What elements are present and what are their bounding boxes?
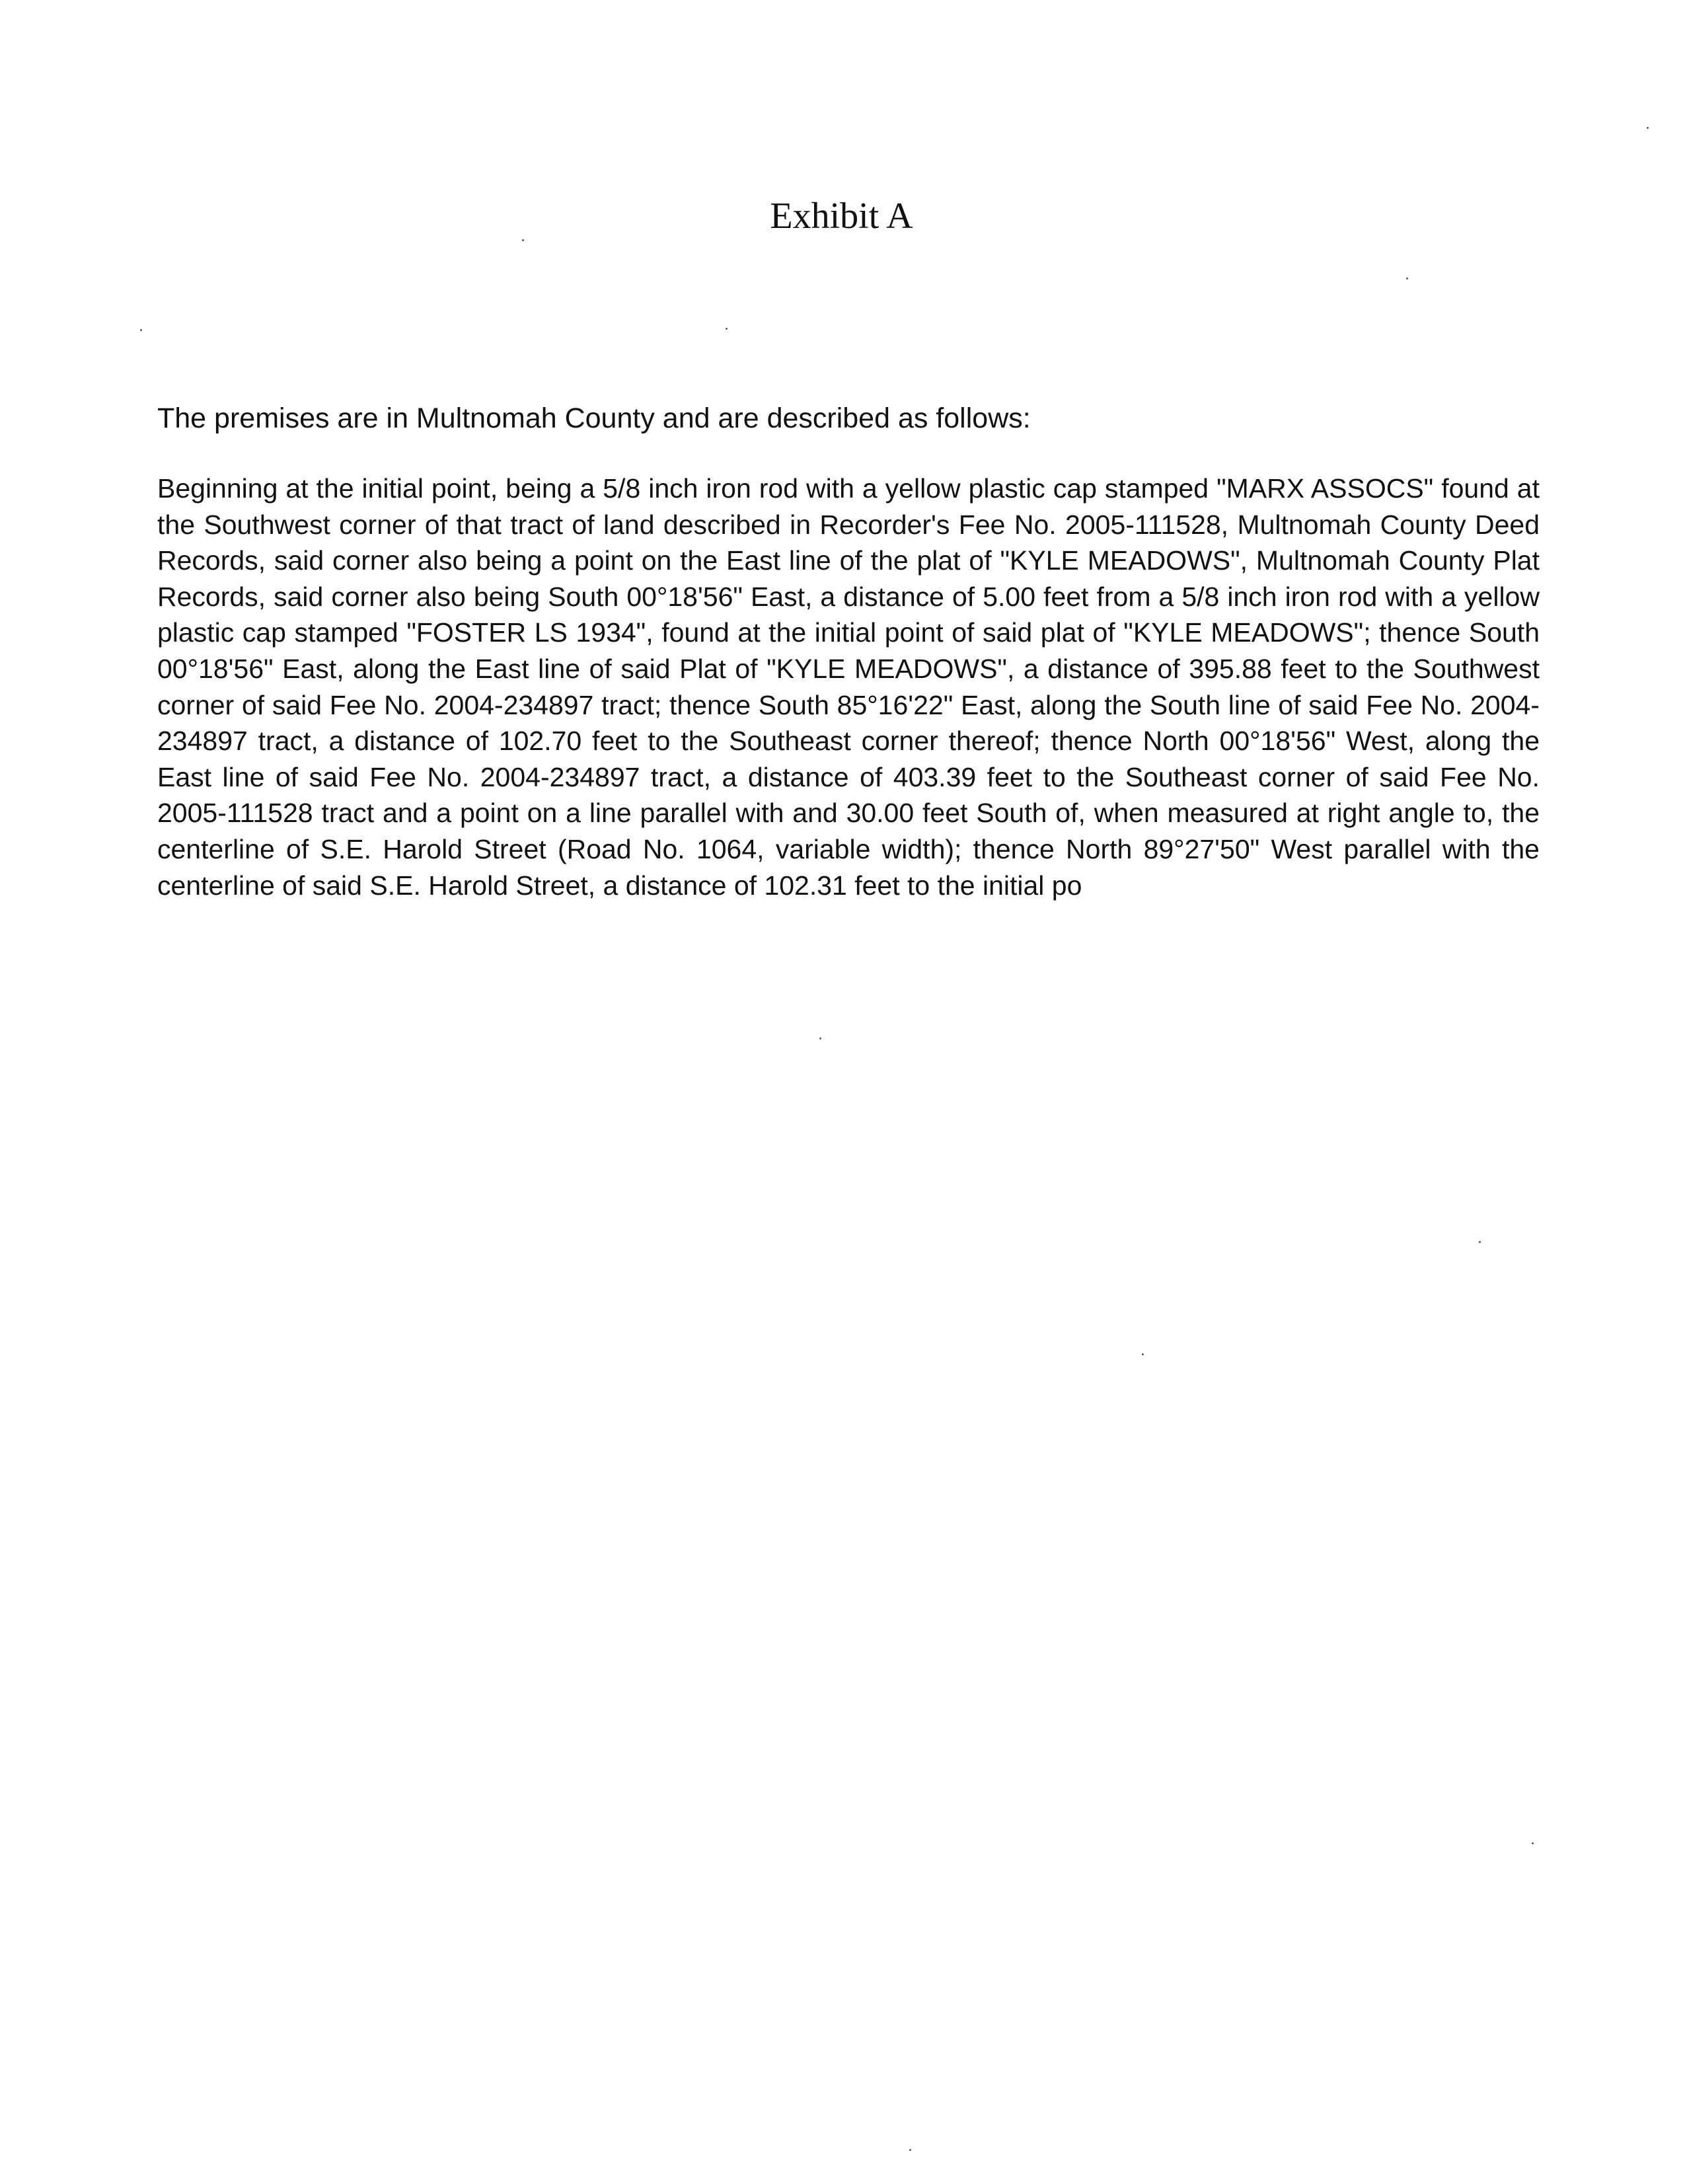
intro-paragraph: The premises are in Multnomah County and are described as follows: [157, 402, 1031, 434]
scan-speck [726, 328, 728, 330]
scan-speck [1647, 127, 1649, 129]
scan-speck [909, 2149, 911, 2151]
scan-speck [1532, 1842, 1534, 1844]
scan-speck [1479, 1241, 1481, 1243]
scan-speck [819, 1037, 821, 1039]
scan-speck [1142, 1353, 1144, 1355]
exhibit-title: Exhibit A [770, 196, 913, 237]
legal-description-paragraph: Beginning at the initial point, being a 5/8 inch iron rod with a yellow plastic cap stamped "MARX ASSOCS" found at the Southwest corner of that tract of land described in Recorder's Fee No. 2005-111528, Multnomah County Deed Records, said corner also being a point on the East line of the plat of "KYLE MEADOWS", Multnomah County Plat Records, said corner also being South 00°18'56" East, a distance of 5.00 feet from a 5/8 inch iron rod with a yellow plastic cap stamped "FOSTER LS 1934", found at the initial point of said plat of "KYLE MEADOWS"; thence South 00°18'56" East, along the East line of said Plat of "KYLE MEADOWS", a distance of 395.88 feet to the Southwest corner of said Fee No. 2004-234897 tract; thence South 85°16'22" East, along the South line of said Fee No. 2004-234897 tract, a distance of 102.70 feet to the Southeast corner thereof; thence North 00°18'56" West, along the East line of said Fee No. 2004-234897 tract, a distance of 403.39 feet to the Southeast corner of said Fee No. 2005-111528 tract and a point on a line parallel with and 30.00 feet South of, when measured at right angle to, the centerline of S.E. Harold Street (Road No. 1064, variable width); thence North 89°27'50" West parallel with the centerline of said S.E. Harold Street, a distance of 102.31 feet to the initial po [157, 473, 1540, 901]
scan-speck [140, 329, 142, 331]
scan-speck [522, 239, 524, 241]
scan-speck [1406, 278, 1408, 280]
